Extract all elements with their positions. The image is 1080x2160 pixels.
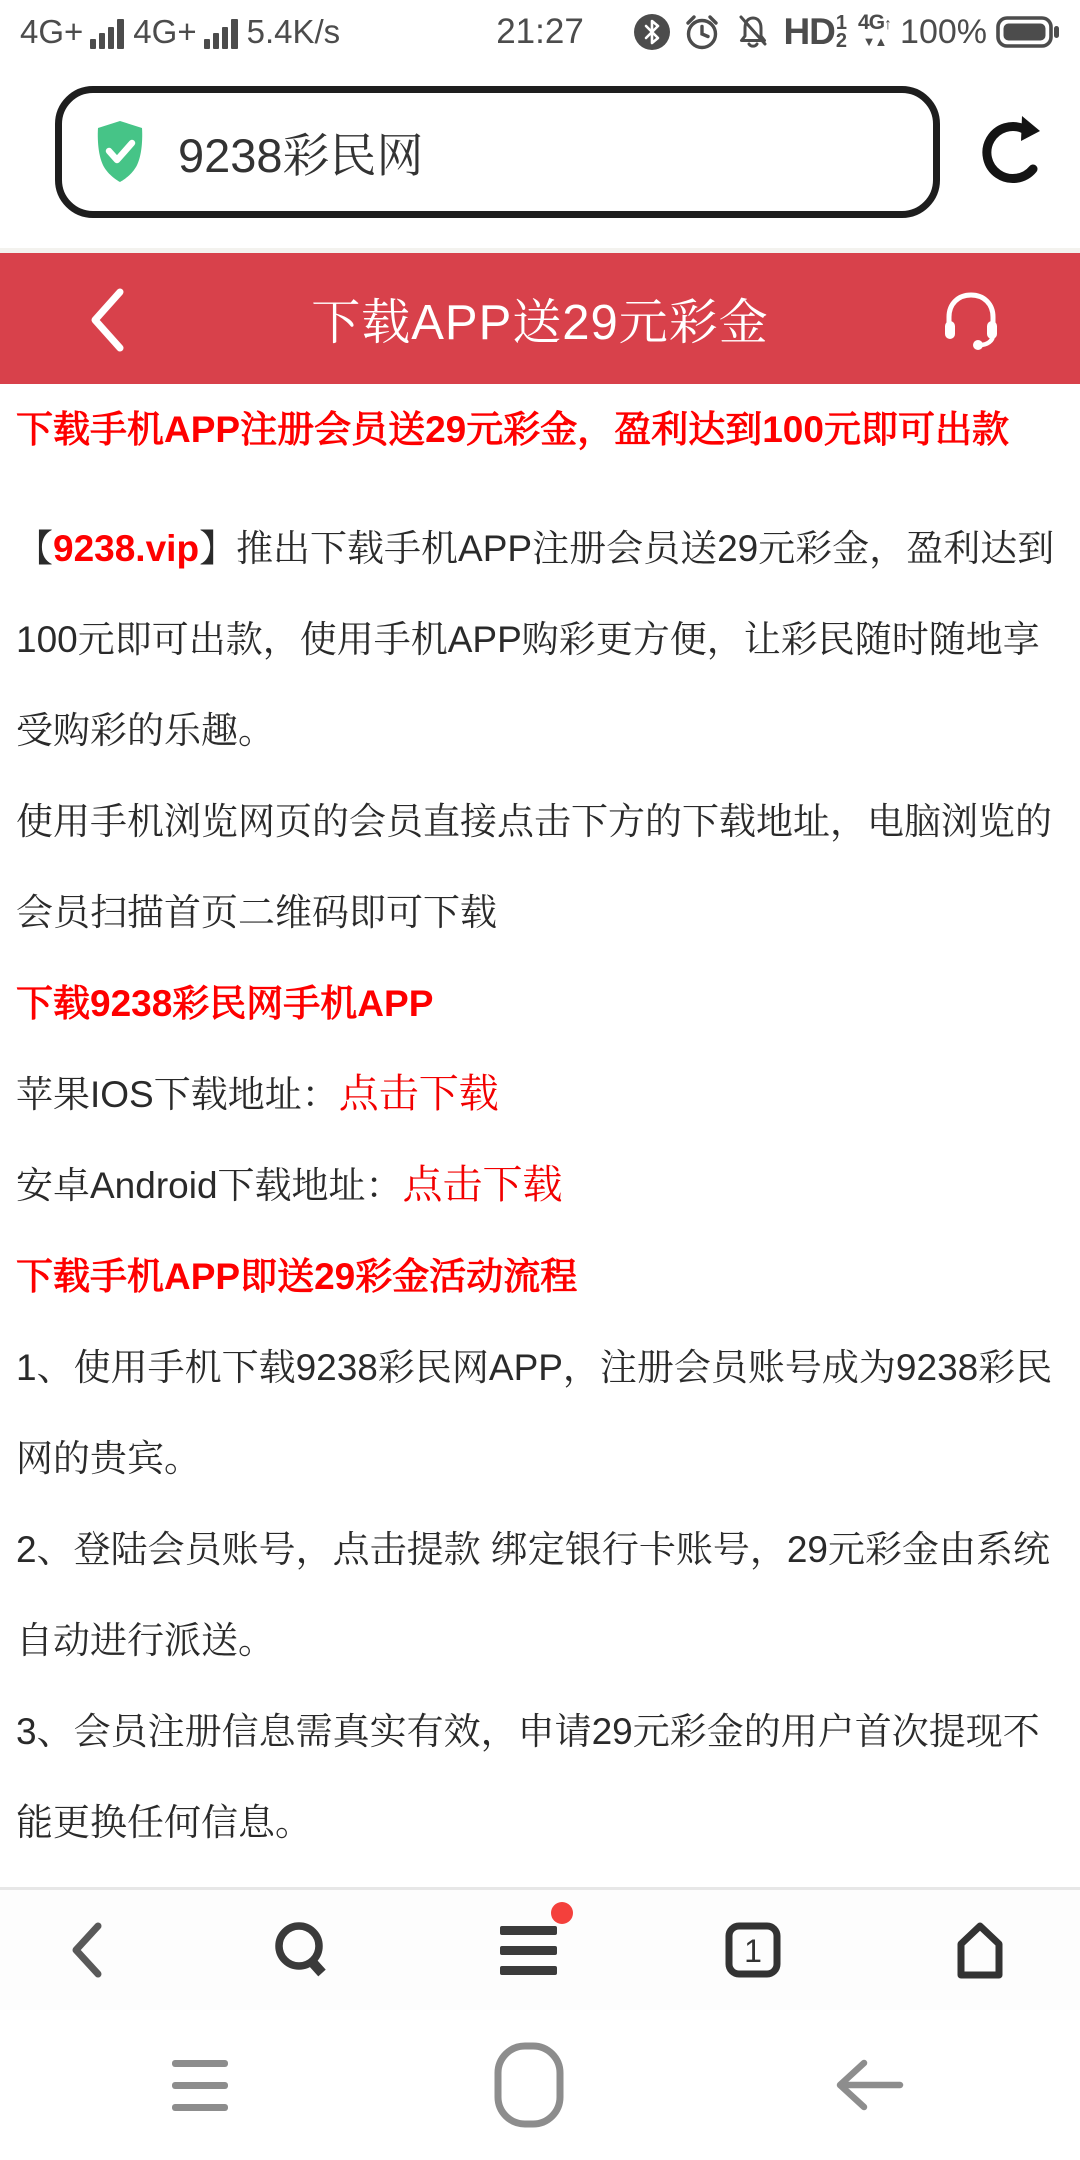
- tab-count: 1: [744, 1933, 763, 1969]
- phone-navigation-bar: [0, 2010, 1080, 2160]
- sim2-signal-icon: [204, 17, 240, 51]
- chevron-left-icon: [88, 287, 128, 353]
- step-3: 3、会员注册信息需真实有效，申请29元彩金的用户首次提现不能更换任何信息。: [16, 1711, 1040, 1843]
- home-icon: [950, 1920, 1010, 1980]
- promo-text: 推出下载手机APP注册会员送29元彩金，盈利达到100元即可出款，使用手机APP购彩更方便，让彩民随时随地享受购彩的乐趣。: [16, 528, 1055, 751]
- status-clock: 21:27: [496, 12, 584, 51]
- hd-sub: 2: [835, 30, 848, 52]
- bracket-close: 】: [199, 528, 237, 569]
- browser-back-button[interactable]: [70, 1922, 104, 1978]
- section-heading-download: 下载9238彩民网手机APP: [16, 983, 434, 1024]
- browser-toolbar: [0, 1887, 1080, 2010]
- net-label: 4G: [858, 11, 885, 34]
- address-bar[interactable]: [55, 86, 940, 218]
- battery-icon: [996, 13, 1060, 51]
- address-text: 9238彩民网: [178, 128, 424, 182]
- ios-download-link[interactable]: 点击下载: [338, 1072, 499, 1116]
- page-content: [0, 384, 1080, 1868]
- refresh-icon: [976, 114, 1050, 188]
- menu-icon: [500, 1926, 557, 1975]
- promo-headline: 下载手机APP注册会员送29元彩金，盈利达到100元即可出款: [16, 409, 1009, 450]
- hd-sup: 1: [835, 12, 848, 34]
- page-title: 下载APP送29元彩金: [311, 295, 769, 350]
- site-name: 9238.vip: [53, 528, 200, 569]
- step-2: 2、登陆会员账号，点击提款 绑定银行卡账号，29元彩金由系统自动进行派送。: [16, 1529, 1051, 1661]
- nav-back-button[interactable]: [830, 2056, 908, 2114]
- ios-label: 苹果IOS下载地址：: [16, 1074, 339, 1115]
- bracket-open: 【: [16, 528, 53, 569]
- battery-percent: 100%: [900, 12, 987, 51]
- bluetooth-icon: [632, 12, 672, 52]
- tab-count-icon: [724, 1921, 782, 1979]
- refresh-button[interactable]: [976, 114, 1050, 188]
- net-updown-arrows: ▼▲: [862, 34, 887, 49]
- android-download-link[interactable]: 点击下载: [402, 1163, 563, 1207]
- notification-dot: [551, 1902, 573, 1924]
- status-left-group: [20, 13, 340, 51]
- recent-apps-button[interactable]: [172, 2060, 228, 2111]
- network-speed: 5.4K/s: [246, 13, 341, 50]
- arrow-left-icon: [830, 2056, 908, 2114]
- instruction-paragraph: 使用手机浏览网页的会员直接点击下方的下载地址，电脑浏览的会员扫描首页二维码即可下载: [16, 801, 1052, 933]
- browser-address-row: [0, 62, 1080, 248]
- mute-bell-icon: [732, 11, 774, 53]
- security-shield-icon: [88, 117, 152, 187]
- chevron-left-icon: [70, 1922, 104, 1978]
- section-heading-flow: 下载手机APP即送29彩金活动流程: [16, 1256, 578, 1297]
- promo-paragraph: [16, 503, 1064, 776]
- nav-home-button[interactable]: [493, 2041, 565, 2129]
- customer-service-button[interactable]: [938, 287, 1004, 351]
- net-up-arrow: ↑: [884, 16, 892, 33]
- hd-label: HD: [783, 11, 835, 52]
- recent-apps-icon: [172, 2060, 228, 2111]
- menu-button[interactable]: [500, 1926, 557, 1975]
- search-icon: [272, 1920, 332, 1980]
- android-download-line: [16, 1140, 1064, 1231]
- step-1: 1、使用手机下载9238彩民网APP，注册会员账号成为9238彩民网的贵宾。: [16, 1347, 1053, 1479]
- back-button[interactable]: [88, 287, 128, 353]
- search-button[interactable]: [272, 1920, 332, 1980]
- home-button[interactable]: [950, 1920, 1010, 1980]
- home-squircle-icon: [493, 2041, 565, 2129]
- ios-download-line: [16, 1049, 1064, 1140]
- page-header: [0, 253, 1080, 384]
- status-right-group: [632, 11, 1060, 53]
- android-label: 安卓Android下载地址：: [16, 1165, 403, 1206]
- sim1-network-label: 4G+: [20, 13, 84, 50]
- sim2-network-label: 4G+: [133, 13, 197, 50]
- tabs-button[interactable]: [724, 1921, 782, 1979]
- sim1-signal-icon: [90, 17, 126, 51]
- status-bar: [0, 0, 1080, 62]
- data-network-arrows-icon: [858, 11, 892, 50]
- alarm-icon: [681, 11, 723, 53]
- volte-hd-icon: [783, 11, 847, 53]
- headset-icon: [938, 287, 1004, 351]
